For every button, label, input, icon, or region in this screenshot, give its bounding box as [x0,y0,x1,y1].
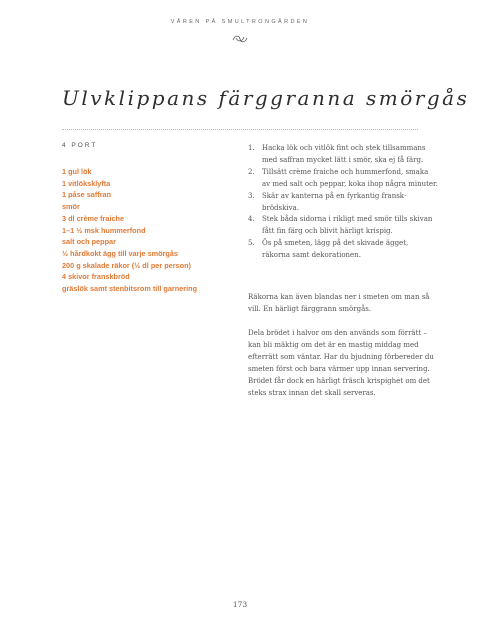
step-number: 5. [248,239,255,248]
tip-paragraph: Dela brödet i halvor om den används som förrätt – kan bli mäktig om det är en mastig middag med efterrätt som väntar. Har du bjudning förbereder du smeten först och bara värmer upp innan servering. Brödet får dock en härligt fräsch krispighet om det steks strax innan det skall serveras. [248,329,434,397]
ingredient-item: 3 dl crème fraiche [62,213,125,223]
step-number: 1. [248,144,255,152]
dotted-divider [62,129,418,130]
instruction-step [248,143,438,167]
ingredient-list [62,166,242,295]
instruction-step [248,214,438,238]
step-text: Ös på smeten, lägg på det skivade ägget, räkorna samt dekorationen. [262,239,409,260]
ingredient-item: 1–1 ½ msk hummerfond [62,225,146,235]
page-number: 173 [232,600,248,609]
ingredient-item: 1 påse saffran [62,190,112,200]
step-number: 3. [248,191,255,200]
instruction-list [248,143,438,262]
servings-label: 4 PORT [62,142,98,149]
step-text: Hacka lök och vitlök fint och stek tillsammans med saffran mycket lätt i smör, ska ej få färg. [262,144,426,164]
running-head: VÅREN PÅ SMULTRONGÅRDEN [170,19,310,25]
ingredient-item: smör [62,202,80,212]
step-number: 4. [248,215,255,224]
ingredient-item: 4 skivor franskbröd [62,272,130,282]
instruction-step [248,191,438,215]
ingredient-item: 1 vitlöksklyfta [62,178,111,188]
recipe-title: Ulvklippans färggranna smörgås [62,86,470,110]
step-text: Skär av kanterna på en fyrkantig franskbrödskiva. [262,191,407,212]
ingredient-item: salt och peppar [62,237,116,247]
step-text: Stek båda sidorna i rikligt med smör tills skivan fått fin färg och blivit härligt krispig. [262,215,433,236]
instruction-step [248,238,438,262]
step-number: 2. [248,167,255,176]
ingredient-item: gräslök samt stenbitsrom till garnering [62,284,198,294]
ingredient-item: ½ hårdkokt ägg till varje smörgås [62,248,178,258]
flourish-ornament [231,34,249,44]
instruction-step [248,167,438,191]
note-paragraph: Räkorna kan även blandas ner i smeten om man så vill. En härligt färggrann smörgås. [248,293,430,313]
step-text: Tillsätt crème fraiche och hummerfond, smaka av med salt och peppar, koka ihop några minuter. [262,167,438,188]
ingredient-item: 200 g skalade räkor (½ dl per person) [62,260,191,270]
ingredient-item: 1 gul lök [62,167,92,176]
